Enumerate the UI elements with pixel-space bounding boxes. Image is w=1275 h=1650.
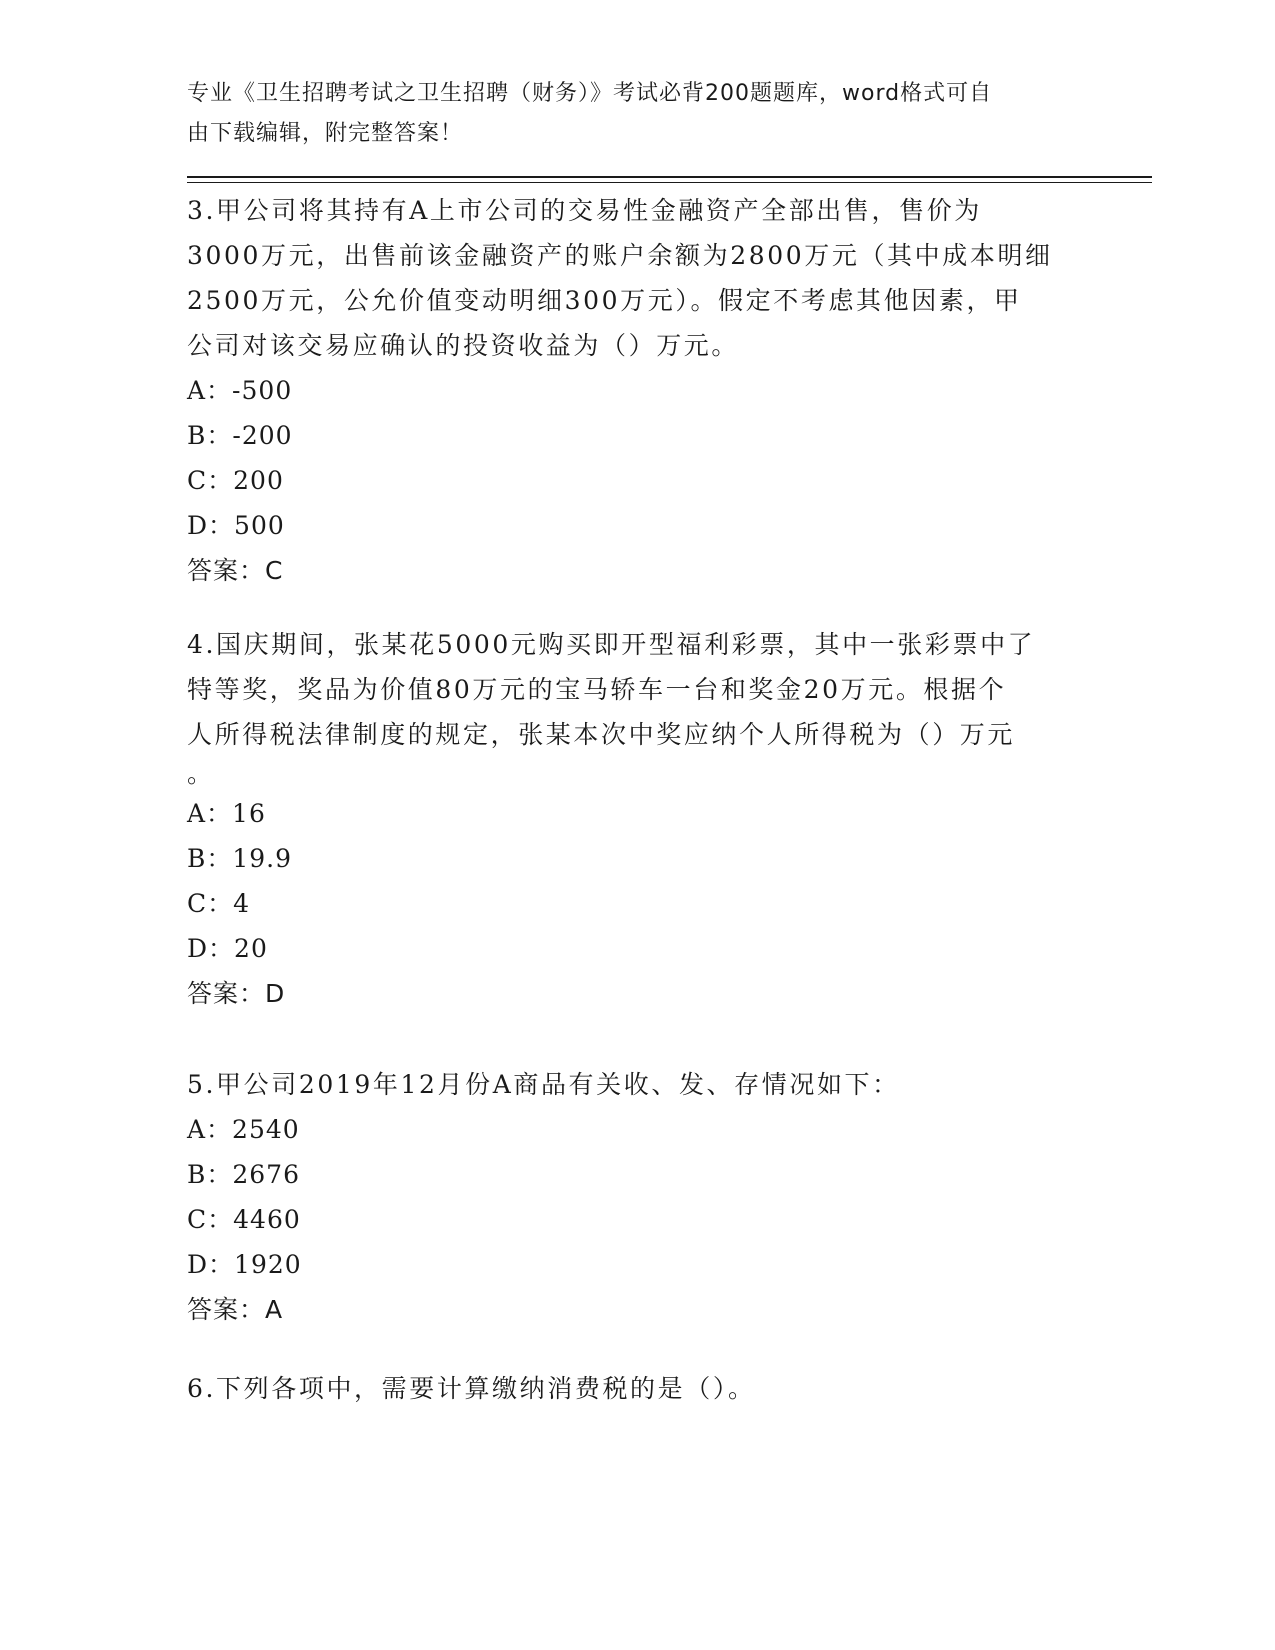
header-line-2: 由下载编辑，附完整答案！ xyxy=(187,121,464,146)
question-stem-line: 5.甲公司2019年12月份A商品有关收、发、存情况如下： xyxy=(187,1070,900,1099)
question-stem-line: 人所得税法律制度的规定，张某本次中奖应纳个人所得税为（）万元 xyxy=(187,720,1016,749)
answer: 答案：D xyxy=(187,979,286,1008)
answer: 答案：C xyxy=(187,556,284,585)
question-stem-line: 特等奖，奖品为价值80万元的宝马轿车一台和奖金20万元。根据个 xyxy=(187,675,1007,704)
option-a: A：16 xyxy=(187,799,266,828)
option-a: A：2540 xyxy=(187,1115,300,1144)
question-3 xyxy=(187,188,1087,593)
question-stem-line: 6.下列各项中，需要计算缴纳消费税的是（）。 xyxy=(187,1374,756,1403)
question-stem-line: 3.甲公司将其持有A上市公司的交易性金融资产全部出售，售价为 xyxy=(187,196,982,225)
question-stem-continuation: 。 xyxy=(187,759,213,788)
document-header xyxy=(187,74,1067,154)
option-a: A：-500 xyxy=(187,376,293,405)
question-5 xyxy=(187,1062,1087,1332)
option-b: B：-200 xyxy=(187,421,293,450)
option-d: D：20 xyxy=(187,934,268,963)
option-c: C：4460 xyxy=(187,1205,301,1234)
option-c: C：4 xyxy=(187,889,251,918)
question-stem-line: 公司对该交易应确认的投资收益为（）万元。 xyxy=(187,331,740,360)
option-b: B：19.9 xyxy=(187,844,293,873)
header-divider-thin xyxy=(187,182,1152,183)
question-stem-line: 3000万元，出售前该金融资产的账户余额为2800万元（其中成本明细 xyxy=(187,241,1053,270)
question-4 xyxy=(187,622,1087,1016)
option-b: B：2676 xyxy=(187,1160,300,1189)
header-divider-thick xyxy=(187,176,1152,178)
option-c: C：200 xyxy=(187,466,284,495)
question-stem-line: 4.国庆期间，张某花5000元购买即开型福利彩票，其中一张彩票中了 xyxy=(187,630,1036,659)
question-6 xyxy=(187,1366,1087,1411)
answer: 答案：A xyxy=(187,1295,284,1324)
option-d: D：500 xyxy=(187,511,285,540)
option-d: D：1920 xyxy=(187,1250,302,1279)
header-line-1: 专业《卫生招聘考试之卫生招聘（财务）》考试必背200题题库，word格式可自 xyxy=(187,81,993,106)
question-stem-line: 2500万元，公允价值变动明细300万元）。假定不考虑其他因素，甲 xyxy=(187,286,1022,315)
